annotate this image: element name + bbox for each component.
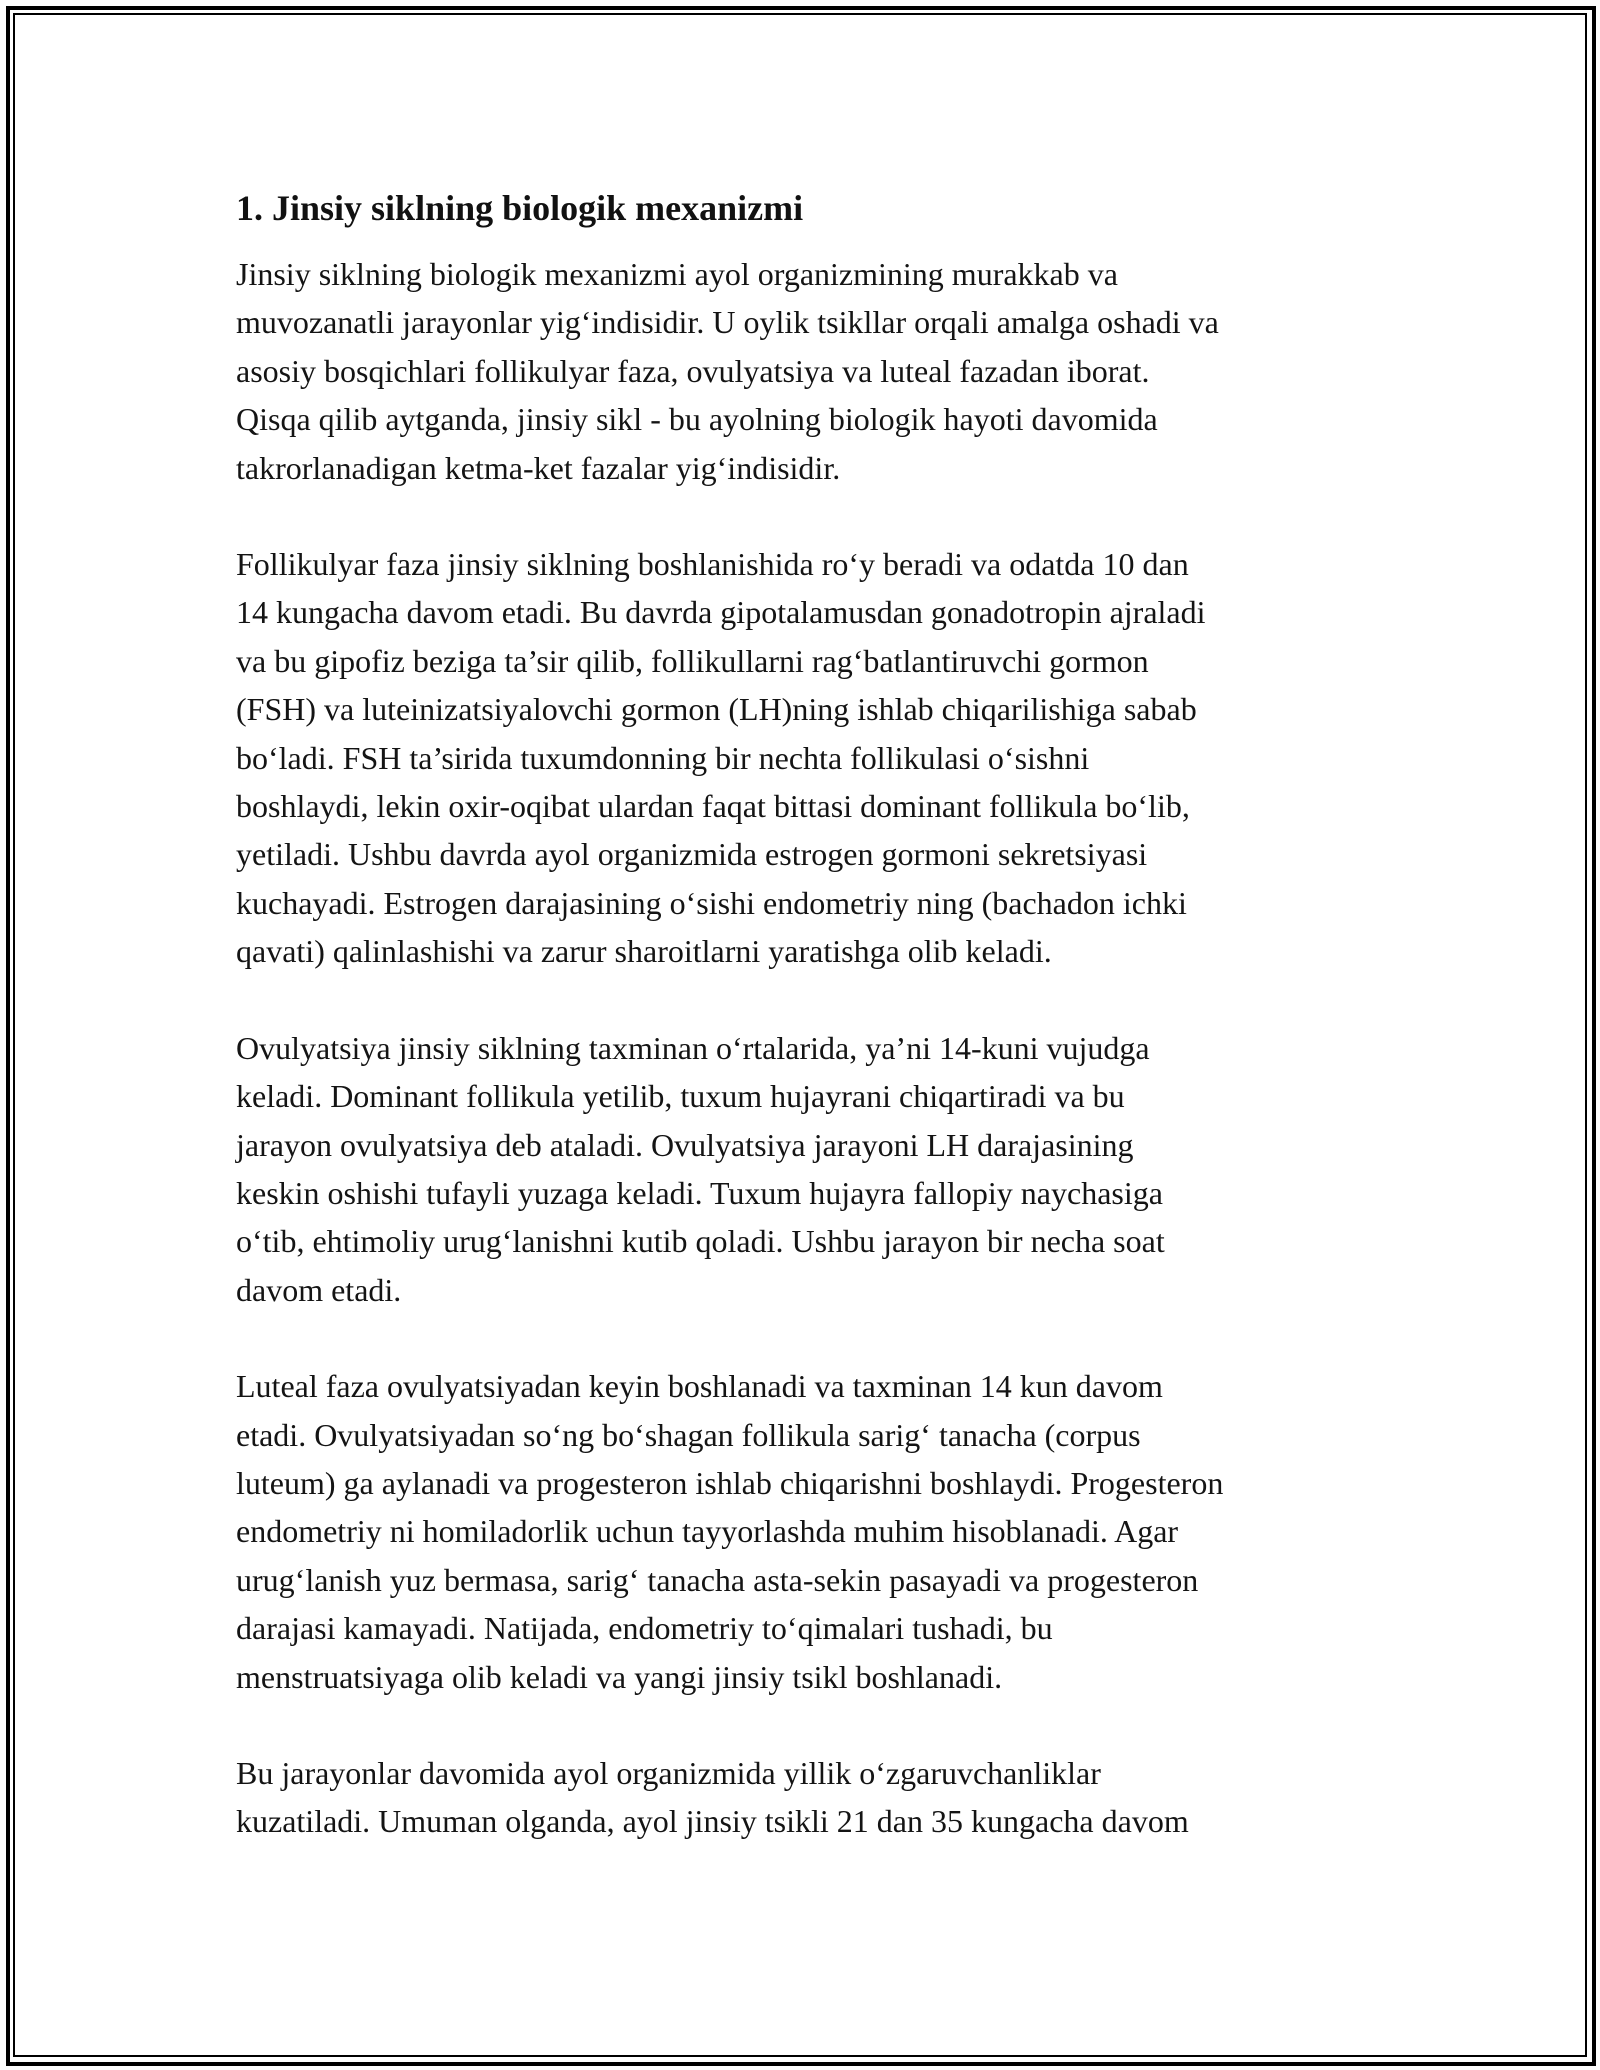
text-line: Qisqa qilib aytganda, jinsiy sikl - bu ayolning biologik hayoti davomida <box>236 401 1158 438</box>
text-line: 14 kungacha davom etadi. Bu davrda gipotalamusdan gonadotropin ajraladi <box>236 594 1206 631</box>
text-line: qavati) qalinlashishi va zarur sharoitlarni yaratishga olib keladi. <box>236 933 1052 970</box>
text-line: asosiy bosqichlari follikulyar faza, ovulyatsiya va luteal fazadan iborat. <box>236 352 1150 389</box>
text-line: keskin oshishi tufayli yuzaga keladi. Tuxum hujayra fallopiy naychasiga <box>236 1174 1163 1211</box>
text-line: keladi. Dominant follikula yetilib, tuxum hujayrani chiqartiradi va bu <box>236 1078 1125 1115</box>
text-line: (FSH) va luteinizatsiyalovchi gormon (LH)ning ishlab chiqarilishiga sabab <box>236 691 1197 728</box>
text-line: jarayon ovulyatsiya deb ataladi. Ovulyatsiya jarayoni LH darajasining <box>236 1126 1134 1163</box>
text-line: darajasi kamayadi. Natijada, endometriy to‘qimalari tushadi, bu <box>236 1610 1053 1647</box>
text-line: o‘tib, ehtimoliy urug‘lanishni kutib qoladi. Ushbu jarayon bir necha soat <box>236 1223 1165 1260</box>
text-line: muvozanatli jarayonlar yig‘indisidir. U oylik tsikllar orqali amalga oshadi va <box>236 304 1219 341</box>
text-line: urug‘lanish yuz bermasa, sarig‘ tanacha asta-sekin pasayadi va progesteron <box>236 1561 1199 1598</box>
text-line: Follikulyar faza jinsiy siklning boshlanishida ro‘y beradi va odatda 10 dan <box>236 546 1189 583</box>
text-line: bo‘ladi. FSH ta’sirida tuxumdonning bir nechta follikulasi o‘sishni <box>236 739 1090 776</box>
paragraph-variations <box>236 1749 1376 1846</box>
text-line: etadi. Ovulyatsiyadan so‘ng bo‘shagan follikula sarig‘ tanacha (corpus <box>236 1416 1141 1453</box>
section-heading: 1. Jinsiy siklning biologik mexanizmi <box>236 188 804 228</box>
text-line: kuzatiladi. Umuman olganda, ayol jinsiy tsikli 21 dan 35 kungacha davom <box>236 1803 1189 1840</box>
paragraph-intro <box>236 250 1376 492</box>
text-line: Jinsiy siklning biologik mexanizmi ayol organizmining murakkab va <box>236 256 1118 292</box>
document-body <box>236 186 1376 1894</box>
text-line: yetiladi. Ushbu davrda ayol organizmida estrogen gormoni sekretsiyasi <box>236 836 1148 873</box>
paragraph-follicular-phase <box>236 540 1376 976</box>
text-line: luteum) ga aylanadi va progesteron ishlab chiqarishni boshlaydi. Progesteron <box>236 1464 1224 1501</box>
text-line: endometriy ni homiladorlik uchun tayyorlashda muhim hisoblanadi. Agar <box>236 1513 1179 1550</box>
text-line: Ovulyatsiya jinsiy siklning taxminan o‘rtalarida, ya’ni 14-kuni vujudga <box>236 1029 1150 1066</box>
text-line: takrorlanadigan ketma-ket fazalar yig‘indisidir. <box>236 449 841 486</box>
text-line: kuchayadi. Estrogen darajasining o‘sishi endometriy ning (bachadon ichki <box>236 884 1187 921</box>
text-line: davom etadi. <box>236 1271 402 1308</box>
text-line: menstruatsiyaga olib keladi va yangi jinsiy tsikl boshlanadi. <box>236 1658 1003 1695</box>
paragraph-luteal-phase <box>236 1362 1376 1701</box>
text-line: boshlaydi, lekin oxir-oqibat ulardan faqat bittasi dominant follikula bo‘lib, <box>236 788 1190 825</box>
paragraph-ovulation <box>236 1024 1376 1314</box>
text-line: Bu jarayonlar davomida ayol organizmida yillik o‘zgaruvchanliklar <box>236 1754 1101 1791</box>
text-line: va bu gipofiz beziga ta’sir qilib, follikullarni rag‘batlantiruvchi gormon <box>236 642 1149 679</box>
text-line: Luteal faza ovulyatsiyadan keyin boshlanadi va taxminan 14 kun davom <box>236 1368 1163 1405</box>
